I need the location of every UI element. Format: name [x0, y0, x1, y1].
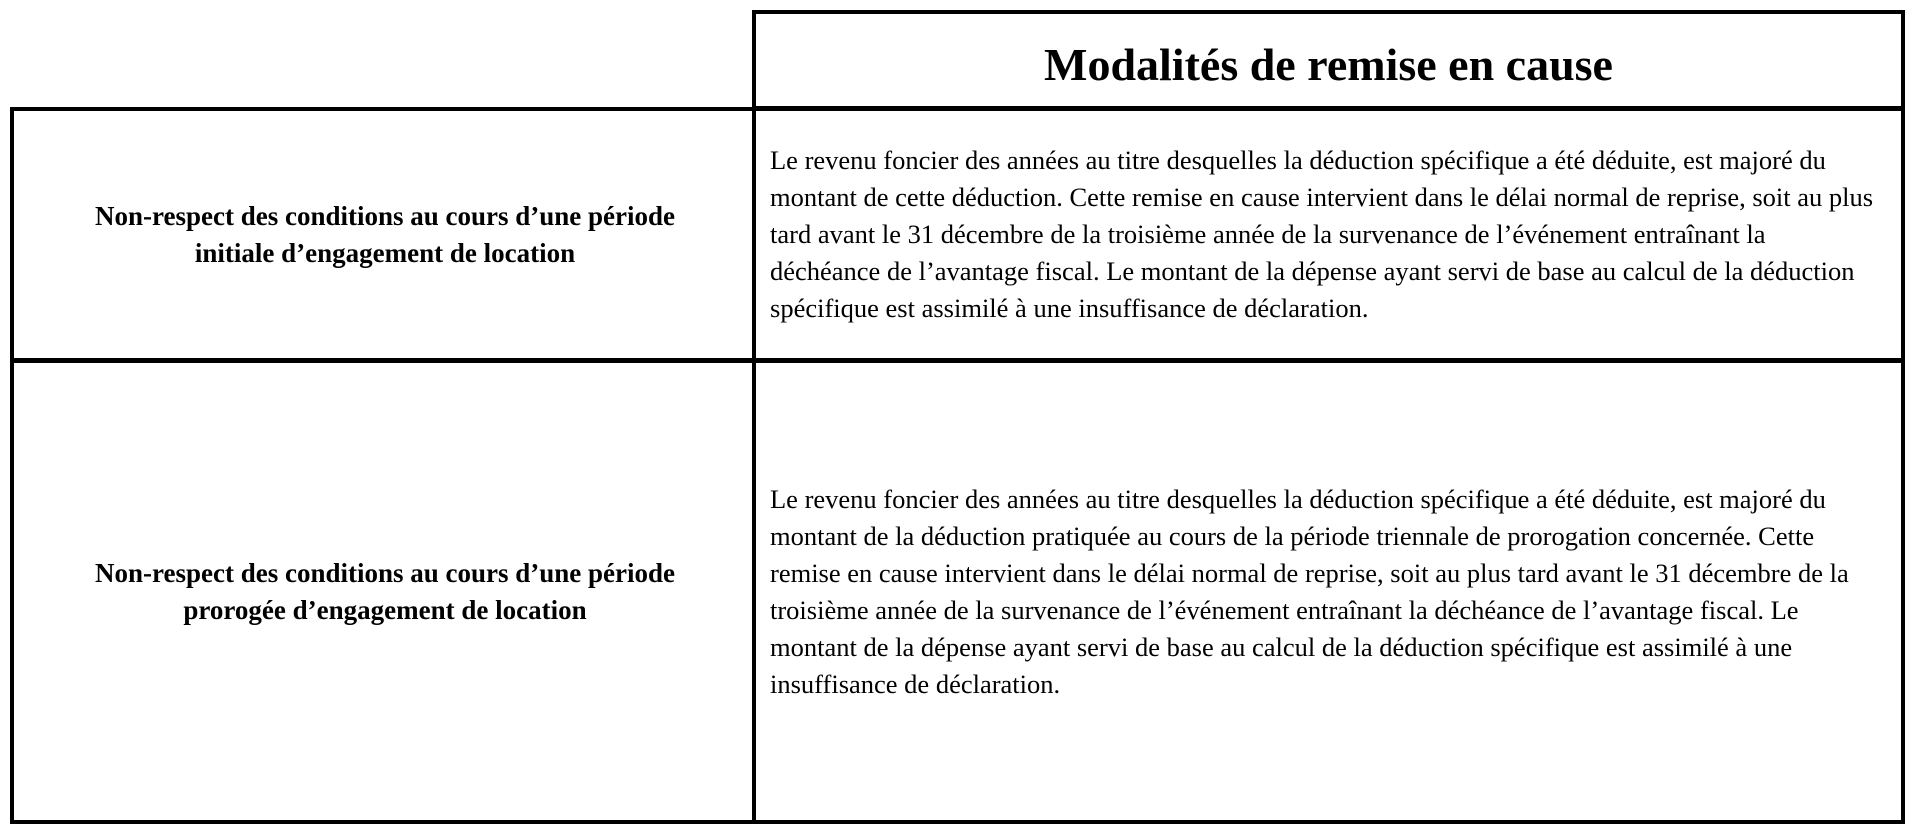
column-header: [752, 10, 1905, 110]
row-label-cell: [10, 359, 756, 824]
row-label-extended-period: Non-respect des conditions au cours d’une période prorogée d’engagement de location: [94, 557, 676, 625]
row-label-cell: [10, 107, 756, 362]
row-description-cell: [752, 359, 1905, 824]
row-description-initial-period: Le revenu foncier des années au titre desquelles la déduction spécifique a été déduite, est majoré du montant de cette déduction. Cette remise en cause intervient dans le délai normal de reprise, soit au plus tard avant le 31 décembre de la troisième année de la survenance de l’événement entraînant la déchéance de l’avantage fiscal. Le montant de la dépense ayant servi de base au calcul de la déduction spécifique est assimilé à une insuffisance de déclaration.: [770, 145, 1874, 323]
row-description-extended-period: Le revenu foncier des années au titre desquelles la déduction spécifique a été déduite, est majoré du montant de la déduction pratiquée au cours de la période triennale de prorogation concernée. Cette remise en cause intervient dans le délai normal de reprise, soit au plus tard avant le 31 décembre de la troisième année de la survenance de l’événement entraînant la déchéance de l’avantage fiscal. Le montant de la dépense ayant servi de base au calcul de la déduction spécifique est assimilé à une insuffisance de déclaration.: [770, 483, 1849, 699]
row-description-cell: [752, 107, 1905, 362]
row-label-initial-period: Non-respect des conditions au cours d’une période initiale d’engagement de location: [94, 200, 676, 268]
remise-en-cause-table: [10, 10, 1905, 824]
column-header-title: Modalités de remise en cause: [1044, 39, 1613, 90]
